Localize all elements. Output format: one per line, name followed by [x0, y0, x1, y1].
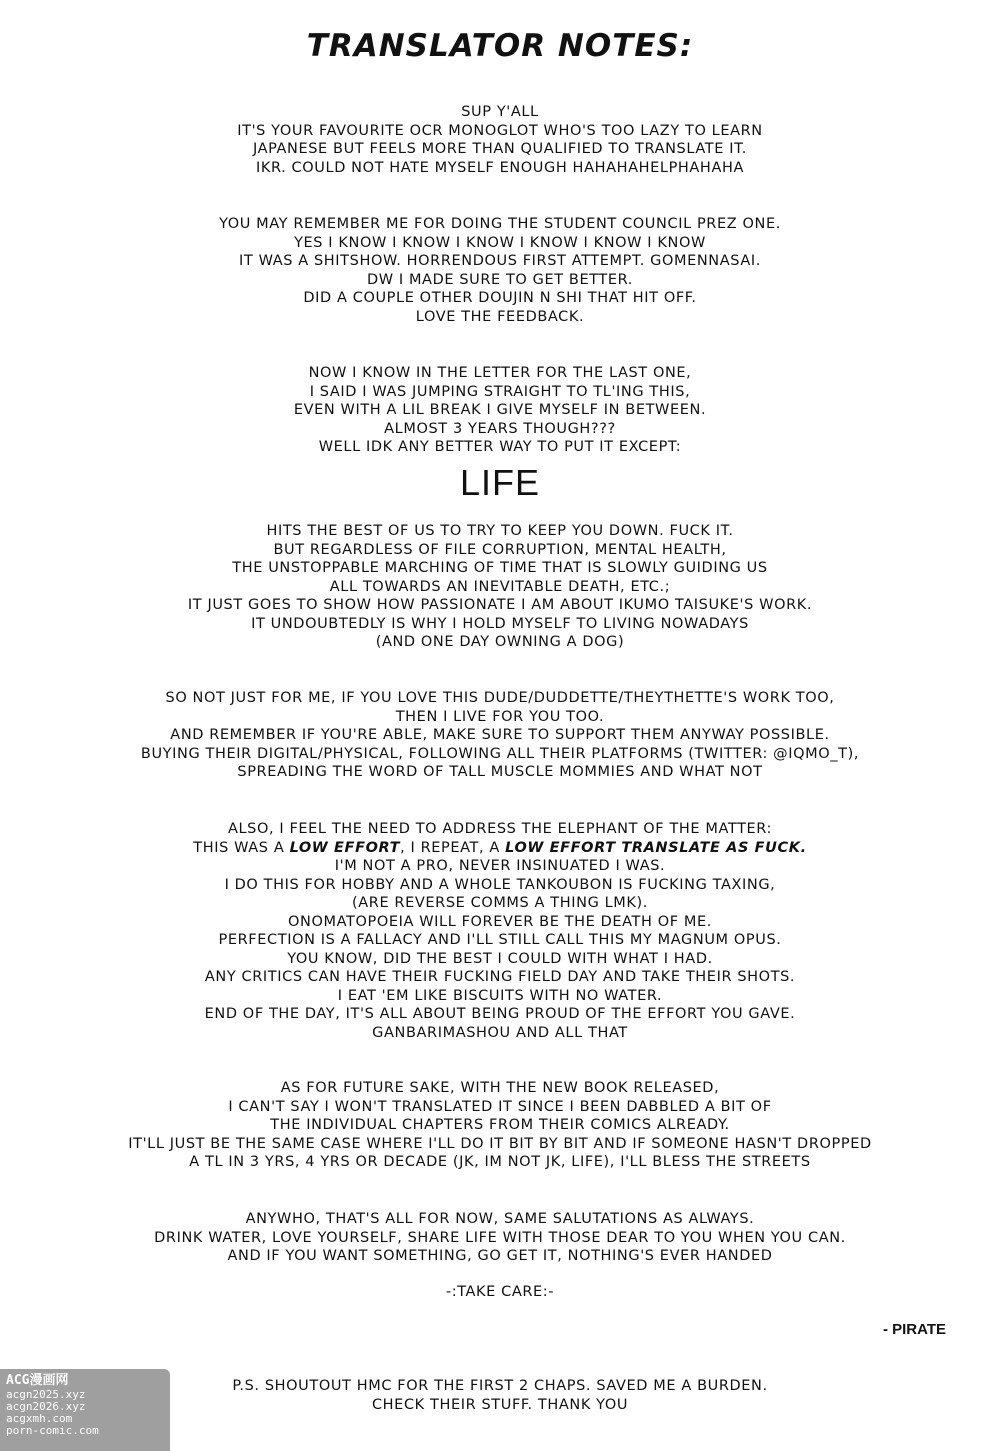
text-line: I CAN'T SAY I WON'T TRANSLATED IT SINCE I BEEN DABBLED A BIT OF	[228, 1098, 772, 1115]
text-line: WELL IDK ANY BETTER WAY TO PUT IT EXCEPT:	[318, 439, 682, 455]
watermark-brand: ACG漫画网	[6, 1373, 69, 1388]
text-line: THE INDIVIDUAL CHAPTERS FROM THEIR COMICS ALREADY.	[270, 1117, 730, 1133]
text-line: DW I MADE SURE TO GET BETTER.	[366, 271, 634, 288]
paragraph-life	[0, 522, 1000, 652]
text-line: ALMOST 3 YEARS THOUGH???	[384, 420, 616, 437]
text-line: I'M NOT A PRO, NEVER INSINUATED I WAS.	[334, 858, 666, 874]
text-line: BUT REGARDLESS OF FILE CORRUPTION, MENTAL HEALTH,	[273, 541, 727, 558]
paragraph-salutations	[0, 1210, 1000, 1266]
text-line: IT JUST GOES TO SHOW HOW PASSIONATE I AM ABOUT IKUMO TAISUKE'S WORK.	[187, 597, 813, 613]
paragraph-effort	[0, 820, 1000, 1042]
text-line: ANY CRITICS CAN HAVE THEIR FUCKING FIELD DAY AND TAKE THEIR SHOTS.	[204, 969, 796, 985]
text-line: SPREADING THE WORD OF TALL MUSCLE MOMMIES AND WHAT NOT	[237, 764, 763, 780]
emphasis-text: LOW EFFORT	[289, 839, 401, 856]
text-line: GANBARIMASHOU AND ALL THAT	[372, 1024, 628, 1041]
text-line: A TL IN 3 YRS, 4 YRS OR DECADE (JK, IM NOT JK, LIFE), I'LL BLESS THE STREETS	[189, 1154, 811, 1170]
text-line: IT WAS A SHITSHOW. HORRENDOUS FIRST ATTEMPT. GOMENNASAI.	[239, 253, 761, 269]
text-line: (AND ONE DAY OWNING A DOG)	[375, 634, 625, 650]
text-line: END OF THE DAY, IT'S ALL ABOUT BEING PROUD OF THE EFFORT YOU GAVE.	[204, 1006, 796, 1022]
text-line: CHECK THEIR STUFF. THANK YOU	[371, 1396, 629, 1413]
text-line: YOU MAY REMEMBER ME FOR DOING THE STUDENT COUNCIL PREZ ONE.	[219, 216, 781, 232]
paragraph-support	[0, 689, 1000, 782]
text-line: AND REMEMBER IF YOU'RE ABLE, MAKE SURE TO SUPPORT THEM ANYWAY POSSIBLE.	[170, 727, 830, 743]
text-line: JAPANESE BUT FEELS MORE THAN QUALIFIED TO TRANSLATE IT.	[252, 141, 748, 157]
text-line: IT'S YOUR FAVOURITE OCR MONOGLOT WHO'S TOO LAZY TO LEARN	[237, 122, 763, 139]
watermark-line: porn-comic.com	[6, 1424, 99, 1437]
text-line: I DO THIS FOR HOBBY AND A WHOLE TANKOUBON IS FUCKING TAXING,	[224, 876, 776, 893]
text-segment: THIS WAS A	[193, 839, 290, 856]
text-line: IT UNDOUBTEDLY IS WHY I HOLD MYSELF TO LIVING NOWADAYS	[251, 615, 749, 632]
text-line: ONOMATOPOEIA WILL FOREVER BE THE DEATH OF ME.	[288, 913, 712, 930]
life-heading: LIFE	[459, 462, 541, 503]
text-line: EVEN WITH A LIL BREAK I GIVE MYSELF IN BETWEEN.	[293, 402, 707, 418]
text-line: PERFECTION IS A FALLACY AND I'LL STILL CALL THIS MY MAGNUM OPUS.	[218, 932, 782, 948]
text-line: DID A COUPLE OTHER DOUJIN N SHI THAT HIT OFF.	[303, 290, 697, 306]
watermark-line: acgxmh.com	[6, 1412, 73, 1425]
text-line: I SAID I WAS JUMPING STRAIGHT TO TL'ING THIS,	[309, 383, 691, 400]
paragraph-delay	[0, 364, 1000, 457]
text-line: IT'LL JUST BE THE SAME CASE WHERE I'LL DO IT BIT BY BIT AND IF SOMEONE HASN'T DROPPED	[128, 1135, 872, 1152]
paragraph-future	[0, 1079, 1000, 1172]
text-line: IKR. COULD NOT HATE MYSELF ENOUGH HAHAHAHELPHAHAHA	[256, 159, 744, 176]
text-line	[0, 839, 1000, 858]
site-watermark	[0, 1369, 170, 1451]
text-line: BUYING THEIR DIGITAL/PHYSICAL, FOLLOWING ALL THEIR PLATFORMS (TWITTER: @IQMO_T),	[140, 745, 860, 762]
paragraph-history	[0, 215, 1000, 326]
watermark-line: acgn2025.xyz	[6, 1388, 86, 1401]
paragraph-intro	[0, 103, 1000, 177]
text-line: AND IF YOU WANT SOMETHING, GO GET IT, NOTHING'S EVER HANDED	[227, 1248, 773, 1264]
text-line: I EAT 'EM LIKE BISCUITS WITH NO WATER.	[337, 987, 663, 1004]
text-line: YES I KNOW I KNOW I KNOW I KNOW I KNOW I KNOW	[294, 234, 706, 251]
text-line: HITS THE BEST OF US TO TRY TO KEEP YOU DOWN. FUCK IT.	[266, 523, 734, 539]
text-line: P.S. SHOUTOUT HMC FOR THE FIRST 2 CHAPS. SAVED ME A BURDEN.	[232, 1378, 768, 1394]
text-line: AS FOR FUTURE SAKE, WITH THE NEW BOOK RELEASED,	[280, 1080, 720, 1096]
text-line: LOVE THE FEEDBACK.	[415, 308, 585, 325]
emphasis-text: LOW EFFORT TRANSLATE AS FUCK.	[505, 839, 807, 856]
watermark-line: acgn2026.xyz	[6, 1400, 86, 1413]
text-line: THEN I LIVE FOR YOU TOO.	[395, 708, 605, 725]
text-line: THE UNSTOPPABLE MARCHING OF TIME THAT IS SLOWLY GUIDING US	[232, 560, 768, 576]
page-title: TRANSLATOR NOTES:	[306, 28, 694, 64]
text-line: SUP Y'ALL	[461, 104, 539, 120]
text-line: NOW I KNOW IN THE LETTER FOR THE LAST ONE,	[308, 365, 692, 381]
signature: - PIRATE	[882, 1321, 946, 1338]
text-line: SO NOT JUST FOR ME, IF YOU LOVE THIS DUDE/DUDDETTE/THEYTHETTE'S WORK TOO,	[165, 690, 835, 706]
text-line: YOU KNOW, DID THE BEST I COULD WITH WHAT I HAD.	[287, 950, 713, 967]
text-line: ALL TOWARDS AN INEVITABLE DEATH, ETC.;	[329, 578, 671, 595]
text-line: DRINK WATER, LOVE YOURSELF, SHARE LIFE WITH THOSE DEAR TO YOU WHEN YOU CAN.	[154, 1229, 846, 1246]
text-line: (ARE REVERSE COMMS A THING LMK).	[352, 895, 648, 911]
text-line: ALSO, I FEEL THE NEED TO ADDRESS THE ELEPHANT OF THE MATTER:	[227, 821, 773, 837]
text-segment: , I REPEAT, A	[400, 839, 506, 856]
text-line: -:TAKE CARE:-	[445, 1284, 555, 1300]
take-care-line	[0, 1283, 1000, 1302]
text-line: ANYWHO, THAT'S ALL FOR NOW, SAME SALUTATIONS AS ALWAYS.	[245, 1211, 755, 1227]
